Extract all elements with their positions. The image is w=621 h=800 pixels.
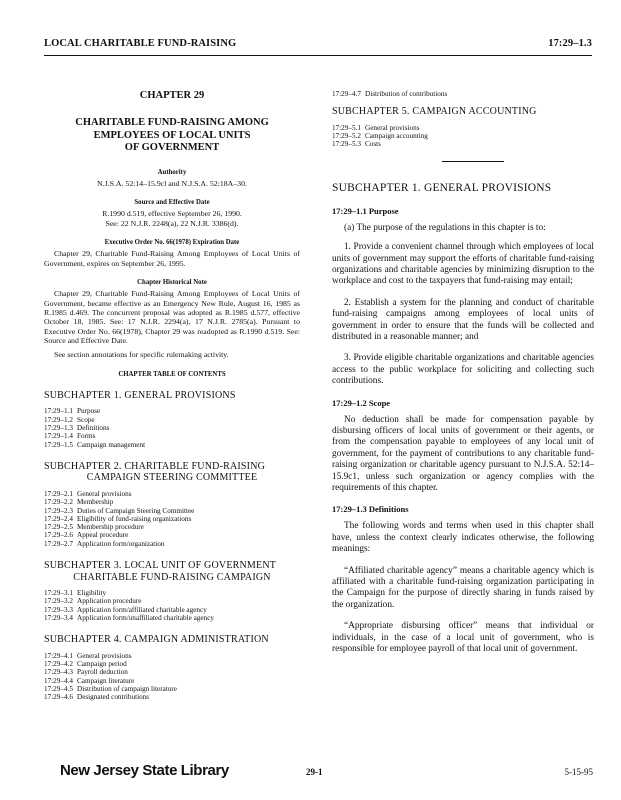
see-annotations-text: See section annotations for specific rulemaking activity. [54,349,229,359]
toc-entry-number: 17:29–1.2 [44,415,73,424]
toc-entry [44,668,300,676]
toc-entry-title: Designated contributions [77,693,150,702]
toc-entry [44,652,300,660]
toc-entry-title: Campaign period [77,659,127,668]
toc-subchapter-title [44,560,300,583]
toc-entry-number: 17:29–4.2 [44,659,73,668]
toc-entry [332,140,594,148]
source-label: Source and Effective Date [134,199,210,207]
toc-entry [44,606,300,614]
toc-entry-title: Payroll deduction [77,668,128,677]
toc-entry [44,416,300,424]
history-label: Chapter Historical Note [137,279,207,287]
toc-item-list [44,589,300,622]
toc-entry [44,677,300,685]
toc-entry-number: 17:29–4.3 [44,668,73,677]
toc-entry [44,490,300,498]
toc-entry-number: 17:29–2.5 [44,523,73,532]
paragraph: (a) The purpose of the regulations in this chapter is to: [344,222,546,233]
toc-entry-title: Application form/unaffiliated charitable agency [77,613,214,622]
toc-entry-number: 17:29–4.5 [44,684,73,693]
toc-item-list [44,652,300,702]
section-title-scope: 17:29–1.2 Scope [332,397,391,408]
toc-entry-title: Purpose [77,407,101,416]
toc-entry [44,424,300,432]
toc-subchapter-title-line: SUBCHAPTER 1. GENERAL PROVISIONS [44,389,236,401]
toc-entry [44,660,300,668]
toc-entry-number: 17:29–3.2 [44,597,73,606]
library-watermark: New Jersey State Library [60,762,229,779]
toc-entry-number: 17:29–4.6 [44,693,73,702]
toc-entry-title: General provisions [77,489,132,498]
toc-entry [44,441,300,449]
authority-block [44,169,300,189]
toc-entry-title: Campaign management [77,440,146,449]
toc-entry-number: 17:29–2.4 [44,514,73,523]
toc-entry-title: Costs [365,140,381,149]
toc-entry-title: Scope [77,415,95,424]
toc-entry-number: 17:29–4.7 [332,90,361,98]
toc-subchapter-title-line: SUBCHAPTER 2. CHARITABLE FUND-RAISING [44,460,266,472]
toc-entry-number: 17:29–3.4 [44,613,73,622]
toc-entry-title: Membership [77,498,114,507]
chapter-number: CHAPTER 29 [139,90,205,101]
authority-label: Authority [157,168,187,176]
toc-entry-number: 17:29–2.3 [44,506,73,515]
toc-entry-number: 17:29–2.7 [44,539,73,548]
toc-subchapter-5-items [332,124,594,149]
toc-entry [332,90,594,98]
chapter-title-line: OF GOVERNMENT [124,142,220,153]
table-of-contents [44,390,300,702]
chapter-title-line: CHARITABLE FUND-RAISING AMONG [75,117,269,128]
header-section-number: 17:29–1.3 [548,38,592,49]
page-footer [0,762,621,782]
toc-subchapter-title [44,390,300,402]
toc-entry-title: Application form/affiliated charitable agency [77,605,207,614]
toc-entry [44,614,300,622]
header-title: LOCAL CHARITABLE FUND-RAISING [44,38,237,49]
chapter-title [44,117,300,155]
toc-entry [44,540,300,548]
toc-entry-number: 17:29–2.6 [44,531,73,540]
source-citation: See: 22 N.J.R. 2248(a), 22 N.J.R. 3386(d). [105,218,239,228]
toc-entry [44,507,300,515]
toc-entry-number: 17:29–3.1 [44,589,73,597]
toc-entry-title: General provisions [365,123,420,132]
toc-entry [332,132,594,140]
toc-entry [44,515,300,523]
toc-continued [332,90,594,98]
expiration-text: Chapter 29, Charitable Fund-Raising Among Employees of Local Units of Government, expires on September 26, 1995. [44,249,300,268]
header-rule [44,55,592,56]
toc-subchapter-title-line: SUBCHAPTER 4. CAMPAIGN ADMINISTRATION [44,634,269,646]
toc-entry-title: General provisions [77,651,132,660]
paragraph: 3. Provide eligible charitable organizations and charitable agencies access to the public workplace for soliciting and collecting such contributions. [332,353,594,387]
toc-entry-title: Campaign accounting [365,132,428,141]
toc-subchapter-title [44,634,300,646]
toc-item-list [44,407,300,448]
toc-entry-title: Distribution of campaign literature [77,684,177,693]
toc-entry-title: Membership procedure [77,523,144,532]
section-divider [442,161,504,162]
subchapter-heading: SUBCHAPTER 1. GENERAL PROVISIONS [332,181,552,194]
source-block [44,199,300,228]
left-column [44,90,300,713]
toc-entry-title: Appeal procedure [77,531,129,540]
toc-entry [44,685,300,693]
expiration-block [44,239,300,268]
history-text: Chapter 29, Charitable Fund-Raising Among Employees of Local Units of Government, became effective as an Emergency New Rule, August 16, 1985 as R.1985 d.469. The concurrent proposal was adopted as R.1985 d.577, effective October 18, 1985. See: 17 N.J.R. 2294(a), 17 N.J.R. 2785(a). Pursuant to Executive Order No. 66(1978), Chapter 29 was readopted as R.1990 d.519. See: Source and Effective Date. [44,289,300,346]
toc-entry [44,498,300,506]
history-block [44,279,300,359]
toc-entry-number: 17:29–1.5 [44,440,73,449]
toc-subchapter-title-line: CAMPAIGN STEERING COMMITTEE [86,472,258,484]
toc-subchapter-5-title: SUBCHAPTER 5. CAMPAIGN ACCOUNTING [332,106,537,118]
paragraph: 2. Establish a system for the planning and conduct of charitable fund-raising campaigns among employees of local units of government in order to ensure that the funds will be collected and distributed in a reasonable manner; and [332,297,594,342]
toc-entry-number: 17:29–5.1 [332,123,361,132]
toc-item-list [44,490,300,548]
toc-entry-title: Campaign literature [77,676,135,685]
toc-entry [44,693,300,701]
toc-entry-title: Application form/organization [77,539,165,548]
toc-entry [44,531,300,539]
toc-heading: CHAPTER TABLE OF CONTENTS [118,370,226,378]
toc-entry [44,589,300,597]
toc-entry-title: Distribution of contributions [365,90,448,98]
toc-entry [44,432,300,440]
toc-entry-title: Forms [77,432,96,441]
toc-entry-number: 17:29–3.3 [44,605,73,614]
chapter-title-line: EMPLOYEES OF LOCAL UNITS [93,129,251,141]
toc-entry-number: 17:29–2.2 [44,498,73,507]
toc-entry-title: Application procedure [77,597,142,606]
toc-entry-title: Duties of Campaign Steering Committee [77,506,195,515]
toc-entry [44,597,300,605]
paragraph: The following words and terms when used in this chapter shall have, unless the context clearly indicates otherwise, the following meanings: [332,521,594,555]
toc-entry-number: 17:29–4.1 [44,651,73,660]
authority-text: N.J.S.A. 52:14–15.9cl and N.J.S.A. 52:18A–30. [97,178,247,188]
toc-entry-title: Eligibility of fund-raising organizations [77,514,192,523]
toc-entry-number: 17:29–2.1 [44,489,73,498]
section-title-definitions: 17:29–1.3 Definitions [332,504,409,515]
toc-entry [44,523,300,531]
revision-date: 5-15-95 [564,767,593,777]
toc-entry-title: Definitions [77,424,110,433]
section-title-purpose: 17:29–1.1 Purpose [332,205,399,216]
toc-subchapter-title [44,461,300,484]
toc-subchapter-title-line: CHARITABLE FUND-RAISING CAMPAIGN [73,571,271,583]
expiration-label: Executive Order No. 66(1978) Expiration Date [104,239,240,247]
toc-entry-number: 17:29–4.4 [44,676,73,685]
paragraph: “Appropriate disbursing officer” means that individual or individuals, in the case of a local unit of government, who is responsible for employee payroll of that local unit of government. [332,621,594,655]
toc-entry-number: 17:29–5.2 [332,132,361,141]
right-column [332,90,594,665]
toc-subchapter-title-line: SUBCHAPTER 3. LOCAL UNIT OF GOVERNMENT [44,560,277,571]
paragraph: “Affiliated charitable agency” means a charitable agency which is affiliated with a charitable fund-raising organization participating in the Campaign for the purpose of directly sharing in funds raised by the organization. [332,565,594,610]
toc-entry-number: 17:29–1.3 [44,424,73,433]
source-text: R.1990 d.519, effective September 26, 1990. [102,209,242,219]
toc-entry-title: Eligibility [77,589,107,597]
toc-entry-number: 17:29–5.3 [332,140,361,149]
toc-entry-number: 17:29–1.1 [44,407,73,416]
toc-entry [332,124,594,132]
toc-entry [44,407,300,415]
running-header [44,38,592,54]
page-number: 29-1 [306,767,323,777]
paragraph: 1. Provide a convenient channel through which employees of local units of government may support the efforts of charitable fund-raising organizations and charitable agencies by minimizing disruption to the workplace and cost to the taxpayers that fund-raising may entail; [332,242,594,287]
toc-entry-number: 17:29–1.4 [44,432,73,441]
paragraph: No deduction shall be made for compensation payable by disbursing officers of local units of government or their agents, or from the compensation payable to employees of any local unit of government, for the payment of contributions to any charitable fund-raising organization or charitable agency pursuant to N.J.S.A. 52:14–15.9c1, unless such organization or agency complies with the requirements of this chapter. [332,414,594,493]
